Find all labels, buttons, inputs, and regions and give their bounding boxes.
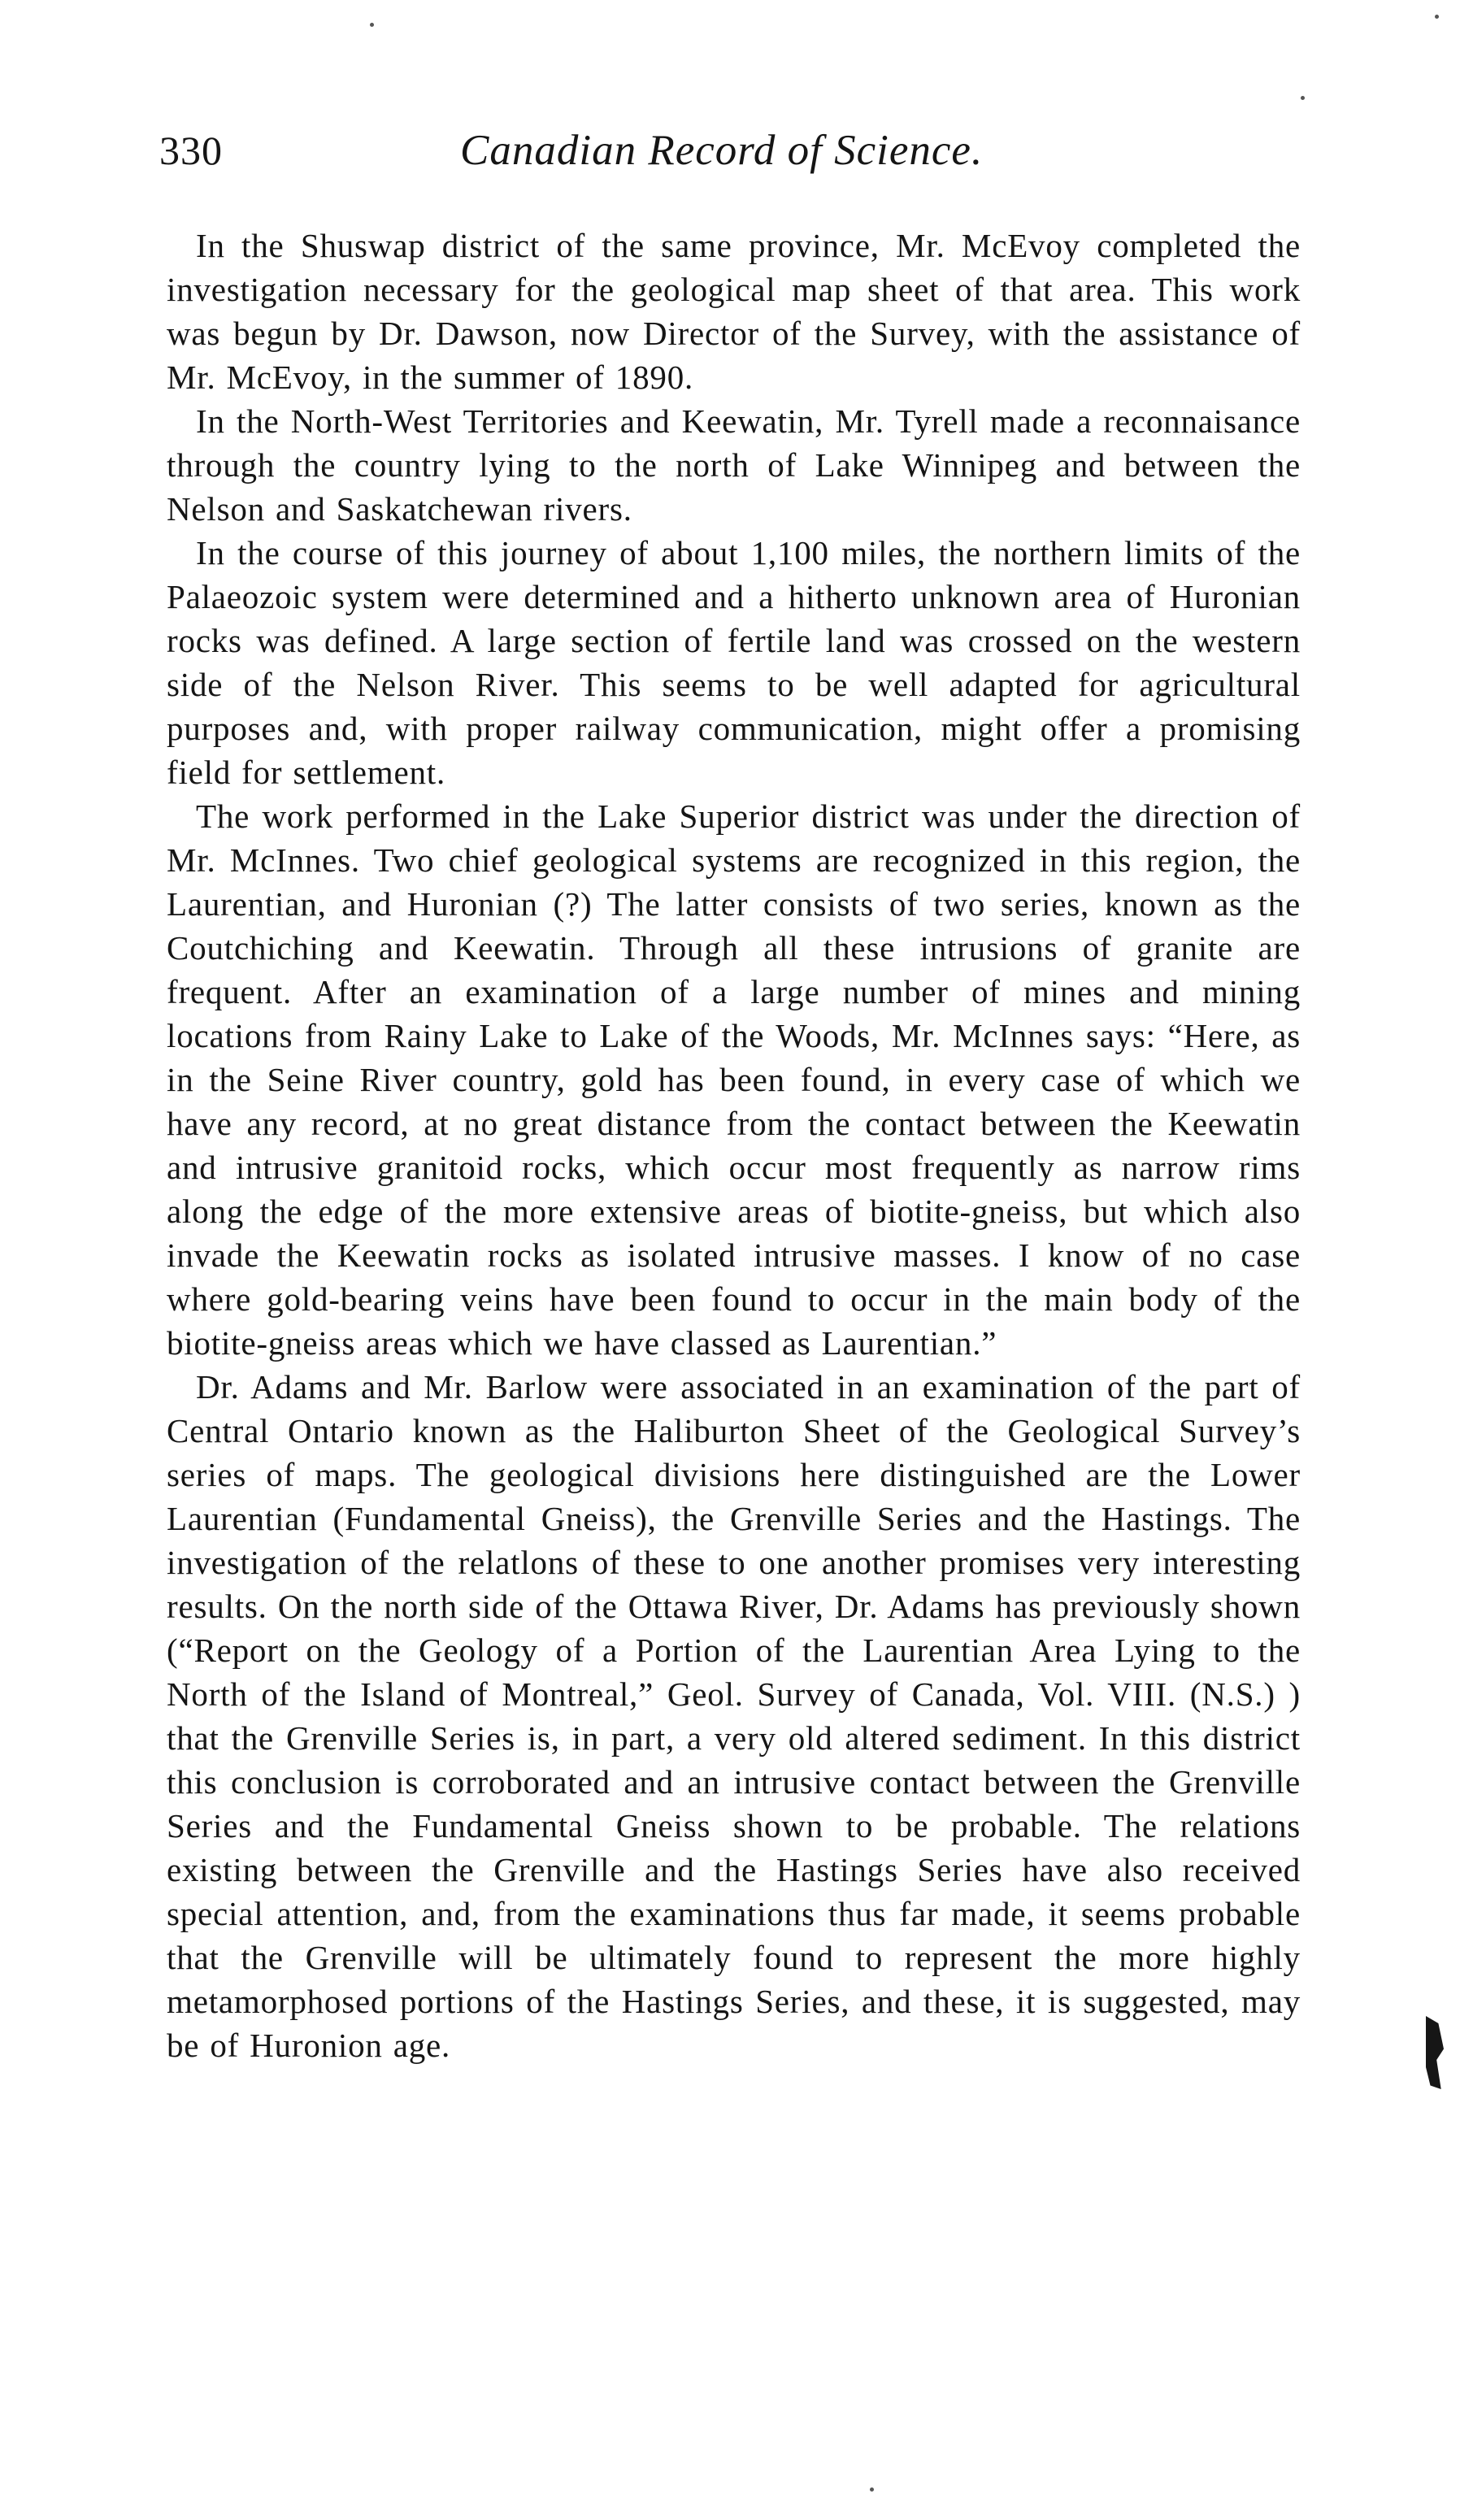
paragraph-lake-superior: The work performed in the Lake Superior district was under the direction of Mr. McInnes. Two chief geological systems are recognized in this region, the Laurentian, and Huronian (?) The latter consists of two series, known as the Coutchiching and Keewatin. Through all these intrusions of granite are frequent. After an examination of a large number of mines and mining locations from Rainy Lake to Lake of the Woods, Mr. McInnes says: “Here, as in the Seine River country, gold has been found, in every case of which we have any record, at no great distance from the contact between the Keewatin and intrusive granitoid rocks, which occur most frequently as narrow rims along the edge of the more extensive areas of biotite-gneiss, but which also invade the Keewatin rocks as isolated intrusive masses. I know of no case where gold-bearing veins have been found to occur in the main body of the biotite-gneiss areas which we have classed as Laurentian.” [167, 797, 1301, 1362]
paragraph-north-west: In the North-West Territories and Keewatin, Mr. Tyrell made a reconnaisance through the country lying to the north of Lake Winnipeg and between the Nelson and Saskatchewan rivers. [167, 402, 1301, 528]
scan-speck [1435, 15, 1439, 19]
paragraph-haliburton: Dr. Adams and Mr. Barlow were associated in an examination of the part of Central Ontario known as the Haliburton Sheet of the Geological Survey’s series of maps. The geological divisions here distinguished are the Lower Laurentian (Fundamental Gneiss), the Grenville Series and the Hastings. The investigation of the relatlons of these to one another promises very interesting results. On the north side of the Ottawa River, Dr. Adams has previously shown (“Report on the Geology of a Portion of the Laurentian Area Lying to the North of the Island of Montreal,” Geol. Survey of Canada, Vol. VIII. (N.S.) ) that the Grenville Series is, in part, a very old altered sediment. In this district this conclusion is corroborated and an intrusive contact between the Grenville Series and the Fundamental Gneiss shown to be probable. The relations existing between the Grenville and the Hastings Series have also received special attention, and, from the examinations thus far made, it seems probable that the Grenville will be ultimately found to represent the more highly metamorphosed portions of the Hastings Series, and these, it is suggested, may be of Huronion age. [167, 1368, 1301, 2064]
body-text [167, 224, 1301, 2067]
scan-speck [870, 2487, 874, 2492]
paragraph-palaeozoic: In the course of this journey of about 1,100 miles, the northern limits of the Palaeozoic system were determined and a hitherto unknown area of Huronian rocks was defined. A large section of fertile land was crossed on the western side of the Nelson River. This seems to be well adapted for agricultural purposes and, with proper railway communication, might offer a promising field for settlement. [167, 534, 1301, 791]
scan-speck [370, 23, 374, 27]
scan-speck [1301, 96, 1305, 100]
paragraph-shuswap: In the Shuswap district of the same province, Mr. McEvoy completed the investigation necessary for the geological map sheet of that area. This work was begun by Dr. Dawson, now Director of the Survey, with the assistance of Mr. McEvoy, in the summer of 1890. [167, 227, 1301, 396]
running-title: Canadian Record of Science. [460, 127, 984, 174]
page-edge-mark [1426, 2016, 1444, 2089]
page-header [159, 126, 1297, 191]
page-number: 330 [159, 128, 223, 173]
